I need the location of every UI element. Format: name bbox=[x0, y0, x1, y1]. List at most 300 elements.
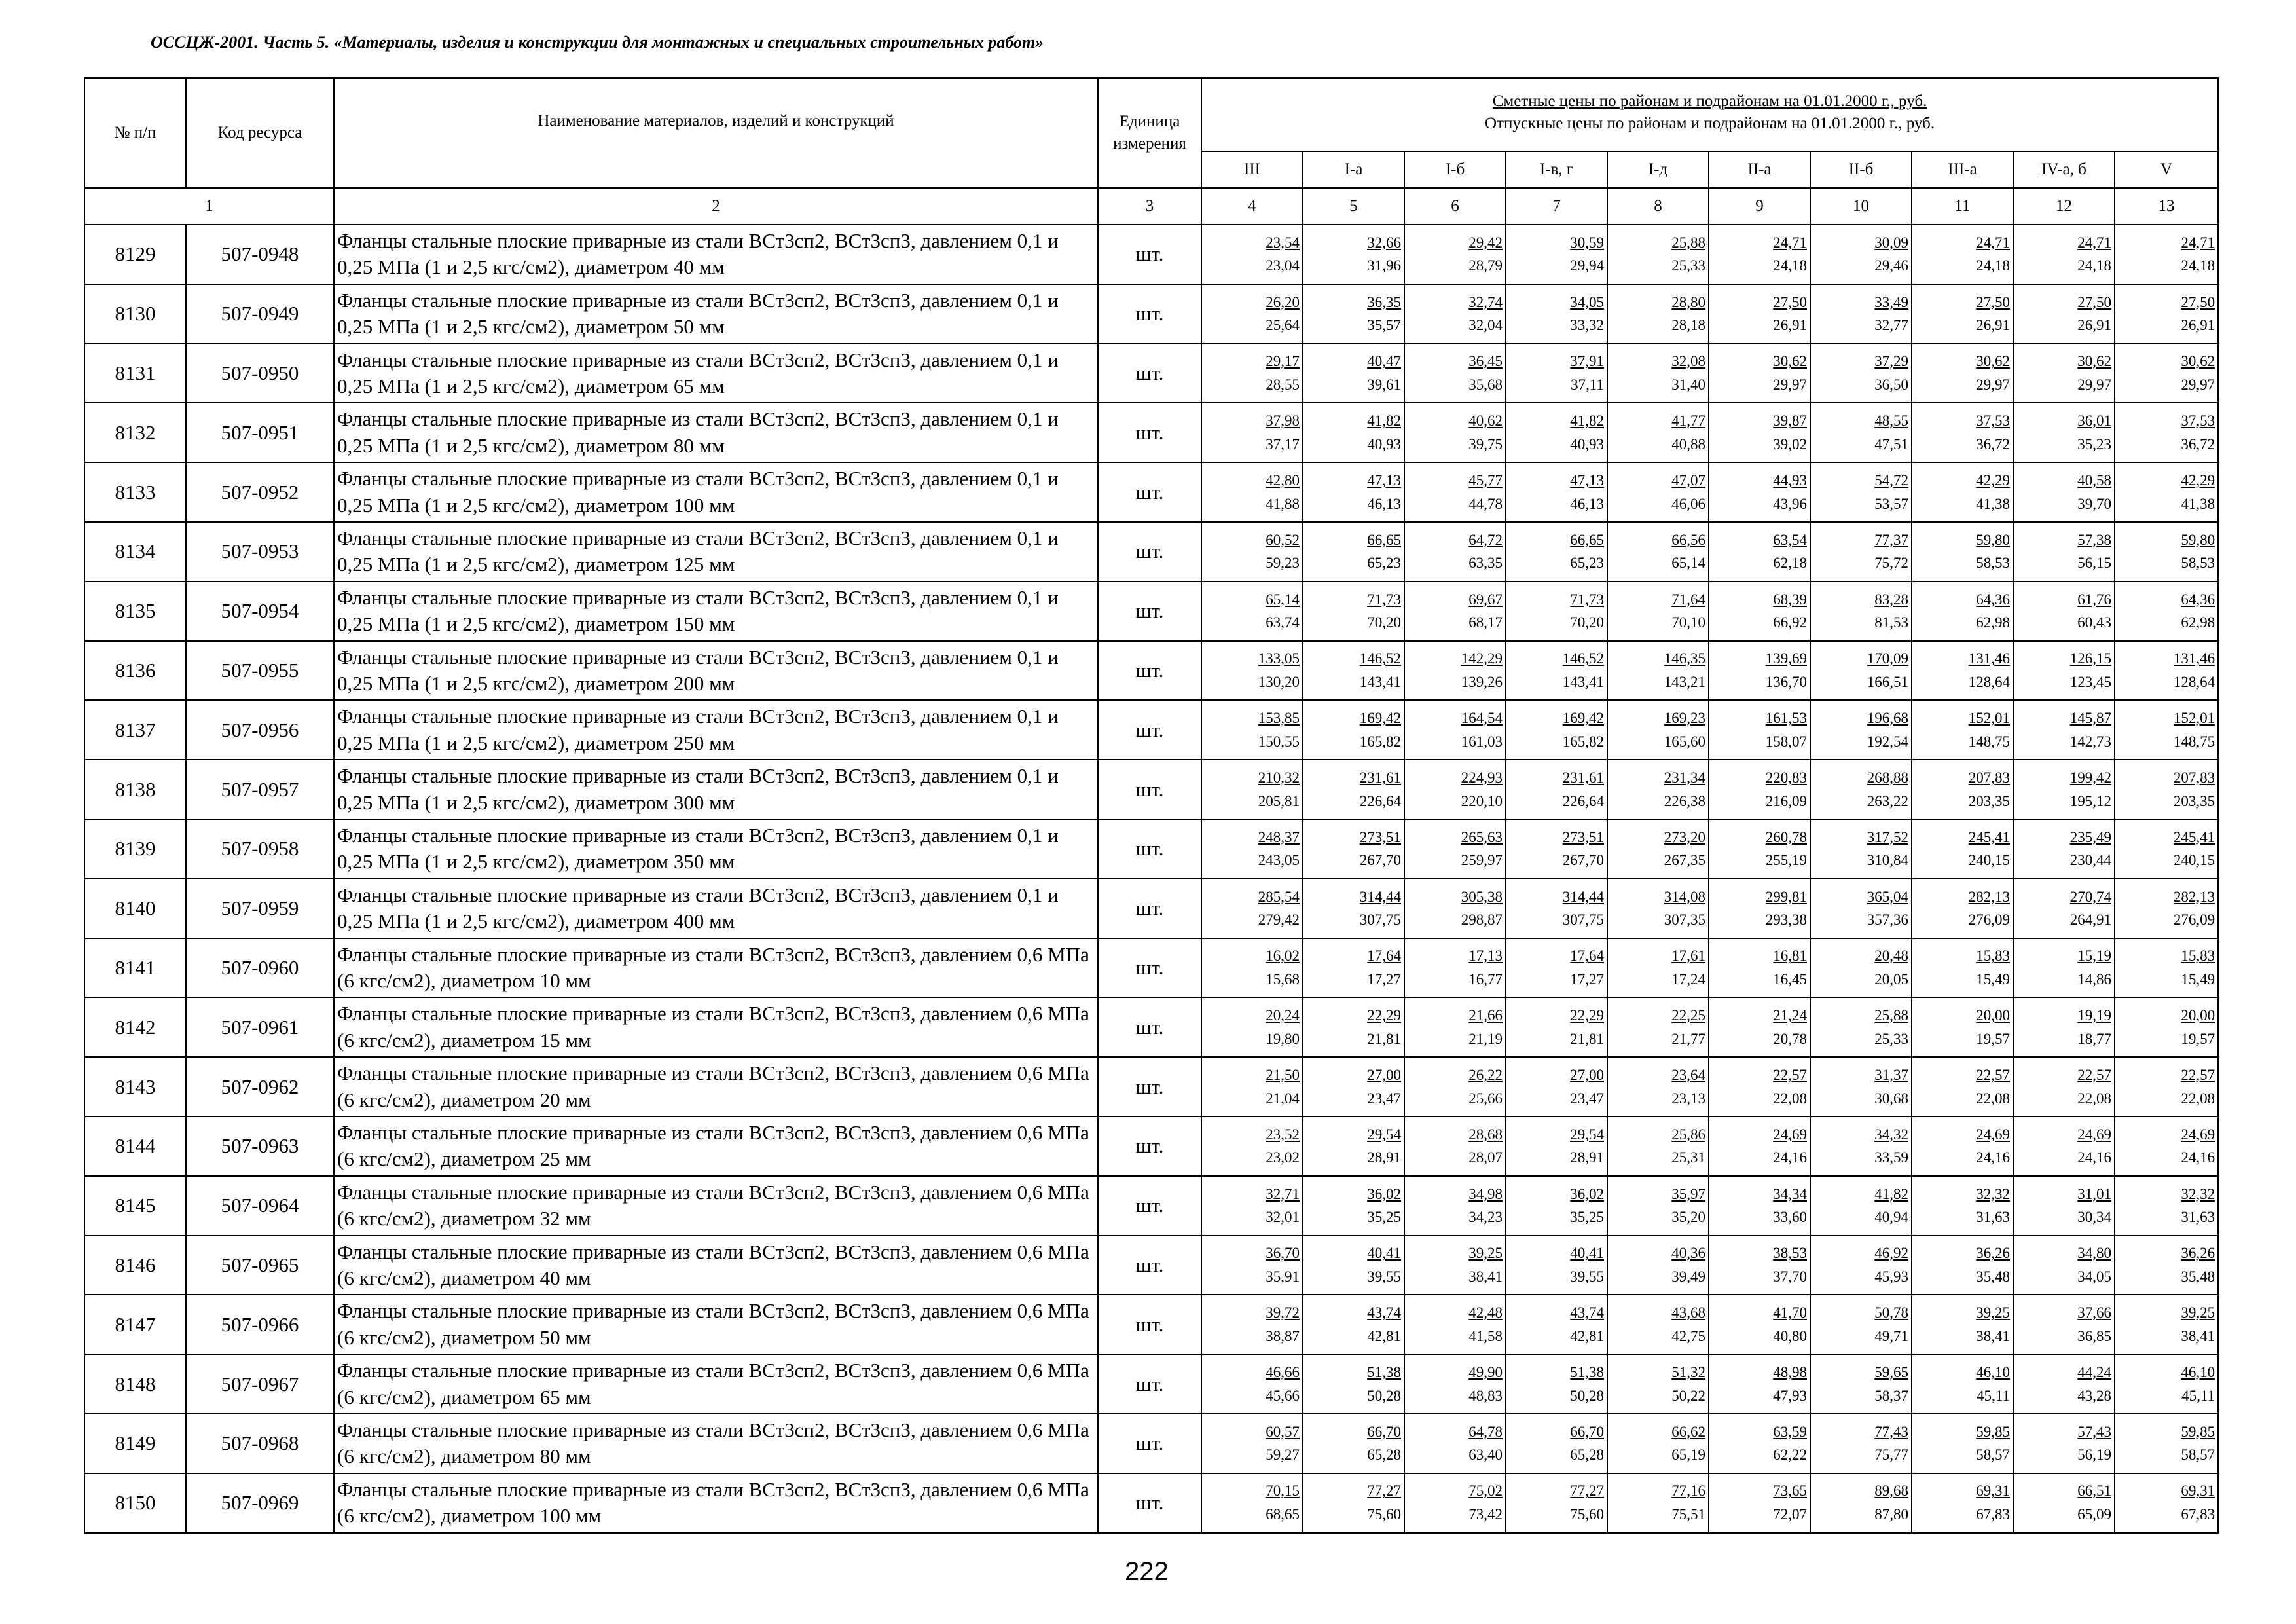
estimate-price: 57,43 bbox=[2077, 1423, 2111, 1440]
estimate-price: 26,20 bbox=[1266, 293, 1300, 310]
release-price: 148,75 bbox=[2173, 733, 2215, 750]
release-price: 46,13 bbox=[1367, 495, 1401, 512]
estimate-price: 39,25 bbox=[1468, 1245, 1503, 1262]
estimate-price: 48,98 bbox=[1773, 1363, 1807, 1380]
price-cell bbox=[1810, 1354, 1912, 1414]
unit-cell: шт. bbox=[1098, 1176, 1201, 1236]
estimate-price: 133,05 bbox=[1258, 650, 1300, 667]
resource-code: 507-0950 bbox=[186, 344, 334, 403]
material-name: Фланцы стальные плоские приварные из стали ВСт3сп2, ВСт3сп3, давлением 0,1 и 0,25 МПа (1 и 2,5 кгс/см2), диаметром 50 мм bbox=[334, 284, 1098, 344]
material-name: Фланцы стальные плоские приварные из стали ВСт3сп2, ВСт3сп3, давлением 0,6 МПа (6 кгс/см2), диаметром 15 мм bbox=[334, 997, 1098, 1057]
estimate-price: 24,69 bbox=[1976, 1126, 2010, 1143]
price-cell bbox=[1506, 522, 1607, 581]
resource-code: 507-0963 bbox=[186, 1116, 334, 1176]
estimate-price: 36,01 bbox=[2077, 413, 2111, 430]
release-price: 65,14 bbox=[1671, 555, 1705, 572]
price-cell bbox=[1404, 1176, 1506, 1236]
estimate-price: 30,09 bbox=[1874, 234, 1908, 251]
table-row bbox=[84, 1176, 2218, 1236]
price-cell bbox=[1506, 641, 1607, 701]
release-price: 44,78 bbox=[1468, 495, 1503, 512]
resource-code: 507-0949 bbox=[186, 284, 334, 344]
resource-code: 507-0962 bbox=[186, 1057, 334, 1116]
estimate-price: 26,22 bbox=[1468, 1066, 1503, 1083]
estimate-price: 63,59 bbox=[1773, 1423, 1807, 1440]
estimate-price: 139,69 bbox=[1765, 650, 1807, 667]
price-cell bbox=[1201, 403, 1303, 462]
release-price: 45,11 bbox=[2181, 1387, 2215, 1404]
estimate-price: 39,25 bbox=[1976, 1304, 2010, 1321]
price-cell bbox=[1607, 997, 1709, 1057]
release-price: 216,09 bbox=[1765, 792, 1807, 809]
price-cell bbox=[2013, 819, 2115, 879]
estimate-price: 37,53 bbox=[1976, 413, 2010, 430]
estimate-price: 164,54 bbox=[1461, 710, 1503, 727]
estimate-price: 207,83 bbox=[2173, 769, 2215, 786]
price-cell bbox=[2013, 997, 2115, 1057]
estimate-price: 43,68 bbox=[1671, 1304, 1705, 1321]
column-number: 7 bbox=[1506, 188, 1607, 225]
price-cell bbox=[2013, 1176, 2115, 1236]
unit-cell: шт. bbox=[1098, 1295, 1201, 1354]
estimate-price: 210,32 bbox=[1258, 769, 1300, 786]
release-price: 39,61 bbox=[1367, 376, 1401, 393]
estimate-price: 142,29 bbox=[1461, 650, 1503, 667]
unit-cell: шт. bbox=[1098, 641, 1201, 701]
estimate-price: 270,74 bbox=[2069, 888, 2111, 905]
estimate-price: 37,53 bbox=[2181, 413, 2215, 430]
price-cell bbox=[1912, 879, 2013, 938]
header-name: Наименование материалов, изделий и конструкций bbox=[334, 78, 1098, 188]
estimate-price: 169,42 bbox=[1562, 710, 1604, 727]
release-price: 165,82 bbox=[1562, 733, 1604, 750]
estimate-price: 146,52 bbox=[1359, 650, 1401, 667]
price-cell bbox=[1404, 879, 1506, 938]
price-cell bbox=[1607, 1473, 1709, 1533]
release-price: 75,51 bbox=[1671, 1506, 1705, 1523]
price-cell bbox=[1607, 819, 1709, 879]
estimate-price: 17,61 bbox=[1671, 948, 1705, 965]
release-price: 36,50 bbox=[1874, 376, 1908, 393]
price-cell bbox=[2013, 284, 2115, 344]
release-price: 279,42 bbox=[1258, 912, 1300, 929]
estimate-price: 30,59 bbox=[1570, 234, 1604, 251]
release-price: 40,94 bbox=[1874, 1209, 1908, 1226]
price-cell bbox=[1607, 1295, 1709, 1354]
material-name: Фланцы стальные плоские приварные из стали ВСт3сп2, ВСт3сп3, давлением 0,1 и 0,25 МПа (1 и 2,5 кгс/см2), диаметром 40 мм bbox=[334, 225, 1098, 284]
release-price: 48,83 bbox=[1468, 1387, 1503, 1404]
release-price: 58,53 bbox=[2181, 555, 2215, 572]
price-cell bbox=[1810, 462, 1912, 522]
estimate-price: 54,72 bbox=[1874, 471, 1908, 489]
page-header: ОССЦЖ-2001. Часть 5. «Материалы, изделия и конструкции для монтажных и специальных строительных работ» bbox=[151, 33, 1044, 52]
release-price: 43,96 bbox=[1773, 495, 1807, 512]
price-cell bbox=[2013, 1057, 2115, 1116]
release-price: 33,59 bbox=[1874, 1149, 1908, 1166]
estimate-price: 126,15 bbox=[2069, 650, 2111, 667]
material-name: Фланцы стальные плоские приварные из стали ВСт3сп2, ВСт3сп3, давлением 0,1 и 0,25 МПа (1 и 2,5 кгс/см2), диаметром 65 мм bbox=[334, 344, 1098, 403]
release-price: 226,38 bbox=[1664, 792, 1705, 809]
release-price: 26,91 bbox=[2181, 317, 2215, 334]
estimate-price: 59,80 bbox=[2181, 531, 2215, 548]
price-cell bbox=[1506, 1176, 1607, 1236]
release-price: 34,23 bbox=[1468, 1209, 1503, 1226]
release-price: 22,08 bbox=[1976, 1090, 2010, 1107]
estimate-price: 282,13 bbox=[2173, 888, 2215, 905]
estimate-price: 47,13 bbox=[1367, 471, 1401, 489]
release-price: 37,17 bbox=[1266, 435, 1300, 452]
release-price: 143,21 bbox=[1664, 673, 1705, 690]
release-price: 29,46 bbox=[1874, 257, 1908, 274]
material-name: Фланцы стальные плоские приварные из стали ВСт3сп2, ВСт3сп3, давлением 0,1 и 0,25 МПа (1 и 2,5 кгс/см2), диаметром 100 мм bbox=[334, 462, 1098, 522]
release-price: 67,83 bbox=[2181, 1506, 2215, 1523]
price-cell bbox=[1303, 462, 1404, 522]
estimate-price: 49,90 bbox=[1468, 1363, 1503, 1380]
release-price: 75,72 bbox=[1874, 555, 1908, 572]
price-cell bbox=[1506, 581, 1607, 641]
release-price: 15,49 bbox=[1976, 970, 2010, 987]
release-price: 195,12 bbox=[2069, 792, 2111, 809]
estimate-price: 63,54 bbox=[1773, 531, 1807, 548]
release-price: 67,83 bbox=[1976, 1506, 2010, 1523]
material-name: Фланцы стальные плоские приварные из стали ВСт3сп2, ВСт3сп3, давлением 0,1 и 0,25 МПа (1 и 2,5 кгс/см2), диаметром 200 мм bbox=[334, 641, 1098, 701]
estimate-price: 170,09 bbox=[1867, 650, 1908, 667]
release-price: 35,23 bbox=[2077, 435, 2111, 452]
price-cell bbox=[1506, 1295, 1607, 1354]
release-price: 23,47 bbox=[1570, 1090, 1604, 1107]
price-cell bbox=[1201, 225, 1303, 284]
estimate-price: 51,38 bbox=[1570, 1363, 1604, 1380]
release-price: 75,60 bbox=[1367, 1506, 1401, 1523]
price-cell bbox=[1303, 641, 1404, 701]
estimate-price: 31,37 bbox=[1874, 1066, 1908, 1083]
price-cell bbox=[2013, 1116, 2115, 1176]
price-cell bbox=[2115, 760, 2218, 819]
release-price: 65,19 bbox=[1671, 1447, 1705, 1464]
price-cell bbox=[1912, 938, 2013, 998]
price-cell bbox=[2115, 403, 2218, 462]
release-price: 24,16 bbox=[2077, 1149, 2111, 1166]
estimate-price: 66,56 bbox=[1671, 531, 1705, 548]
estimate-price: 24,69 bbox=[1773, 1126, 1807, 1143]
estimate-price: 66,65 bbox=[1367, 531, 1401, 548]
estimate-price: 51,32 bbox=[1671, 1363, 1705, 1380]
resource-code: 507-0955 bbox=[186, 641, 334, 701]
estimate-price: 51,38 bbox=[1367, 1363, 1401, 1380]
estimate-price: 31,01 bbox=[2077, 1185, 2111, 1202]
price-cell bbox=[1506, 760, 1607, 819]
estimate-price: 36,35 bbox=[1367, 293, 1401, 310]
price-cell bbox=[1201, 522, 1303, 581]
price-cell bbox=[1506, 462, 1607, 522]
estimate-price: 32,32 bbox=[2181, 1185, 2215, 1202]
estimate-price: 28,80 bbox=[1671, 293, 1705, 310]
release-price: 65,23 bbox=[1367, 555, 1401, 572]
price-cell bbox=[1201, 700, 1303, 760]
release-price: 28,55 bbox=[1266, 376, 1300, 393]
release-price: 28,91 bbox=[1367, 1149, 1401, 1166]
estimate-price: 39,87 bbox=[1773, 413, 1807, 430]
estimate-price: 27,50 bbox=[2077, 293, 2111, 310]
table-row bbox=[84, 403, 2218, 462]
release-price: 22,08 bbox=[2077, 1090, 2111, 1107]
region-header: II-а bbox=[1709, 151, 1810, 188]
release-price: 26,91 bbox=[1976, 317, 2010, 334]
estimate-price: 27,00 bbox=[1570, 1066, 1604, 1083]
release-price: 23,13 bbox=[1671, 1090, 1705, 1107]
material-name: Фланцы стальные плоские приварные из стали ВСт3сп2, ВСт3сп3, давлением 0,6 МПа (6 кгс/см2), диаметром 40 мм bbox=[334, 1236, 1098, 1295]
release-price: 40,80 bbox=[1773, 1327, 1807, 1344]
release-price: 40,93 bbox=[1367, 435, 1401, 452]
estimate-price: 146,52 bbox=[1562, 650, 1604, 667]
release-price: 30,34 bbox=[2077, 1209, 2111, 1226]
price-cell bbox=[1506, 1354, 1607, 1414]
estimate-price: 89,68 bbox=[1874, 1483, 1908, 1500]
column-number: 4 bbox=[1201, 188, 1303, 225]
estimate-price: 161,53 bbox=[1765, 710, 1807, 727]
price-cell bbox=[1607, 1354, 1709, 1414]
release-price: 310,84 bbox=[1867, 852, 1908, 869]
material-name: Фланцы стальные плоские приварные из стали ВСт3сп2, ВСт3сп3, давлением 0,1 и 0,25 МПа (1 и 2,5 кгс/см2), диаметром 300 мм bbox=[334, 760, 1098, 819]
price-cell bbox=[1709, 522, 1810, 581]
release-price: 41,38 bbox=[2181, 495, 2215, 512]
price-cell bbox=[1912, 284, 2013, 344]
estimate-price: 153,85 bbox=[1258, 710, 1300, 727]
estimate-price: 40,41 bbox=[1367, 1245, 1401, 1262]
price-cell bbox=[1810, 344, 1912, 403]
release-price: 19,57 bbox=[1976, 1030, 2010, 1047]
price-cell bbox=[1404, 997, 1506, 1057]
price-cell bbox=[1912, 225, 2013, 284]
release-price: 307,75 bbox=[1359, 912, 1401, 929]
price-cell bbox=[1506, 819, 1607, 879]
estimate-price: 29,17 bbox=[1266, 353, 1300, 370]
price-cell bbox=[1201, 1236, 1303, 1295]
release-price: 63,74 bbox=[1266, 614, 1300, 631]
release-price: 259,97 bbox=[1461, 852, 1503, 869]
estimate-price: 314,08 bbox=[1664, 888, 1705, 905]
unit-cell: шт. bbox=[1098, 1414, 1201, 1473]
table-row bbox=[84, 819, 2218, 879]
resource-code: 507-0958 bbox=[186, 819, 334, 879]
price-cell bbox=[1404, 522, 1506, 581]
release-price: 25,66 bbox=[1468, 1090, 1503, 1107]
release-price: 58,37 bbox=[1874, 1387, 1908, 1404]
estimate-price: 273,51 bbox=[1562, 828, 1604, 845]
price-cell bbox=[1709, 1116, 1810, 1176]
price-cell bbox=[1709, 284, 1810, 344]
release-price: 148,75 bbox=[1968, 733, 2010, 750]
estimate-price: 24,71 bbox=[2077, 234, 2111, 251]
release-price: 25,64 bbox=[1266, 317, 1300, 334]
release-price: 41,88 bbox=[1266, 495, 1300, 512]
estimate-price: 260,78 bbox=[1765, 828, 1807, 845]
release-price: 34,05 bbox=[2077, 1268, 2111, 1285]
release-price: 39,49 bbox=[1671, 1268, 1705, 1285]
resource-code: 507-0968 bbox=[186, 1414, 334, 1473]
release-price: 28,07 bbox=[1468, 1149, 1503, 1166]
price-cell bbox=[1303, 997, 1404, 1057]
release-price: 298,87 bbox=[1461, 912, 1503, 929]
estimate-price: 22,57 bbox=[2077, 1066, 2111, 1083]
price-cell bbox=[2115, 1354, 2218, 1414]
column-number: 9 bbox=[1709, 188, 1810, 225]
release-price: 47,51 bbox=[1874, 435, 1908, 452]
price-cell bbox=[2115, 225, 2218, 284]
row-index: 8129 bbox=[84, 225, 186, 284]
release-price: 37,11 bbox=[1571, 376, 1604, 393]
row-index: 8132 bbox=[84, 403, 186, 462]
header-prices bbox=[1201, 78, 2218, 151]
release-price: 23,02 bbox=[1266, 1149, 1300, 1166]
release-price: 166,51 bbox=[1867, 673, 1908, 690]
estimate-price: 365,04 bbox=[1867, 888, 1908, 905]
release-price: 14,86 bbox=[2077, 970, 2111, 987]
estimate-price: 45,77 bbox=[1468, 471, 1503, 489]
release-price: 42,81 bbox=[1570, 1327, 1604, 1344]
estimate-price: 15,83 bbox=[1976, 948, 2010, 965]
estimate-price: 22,57 bbox=[1976, 1066, 2010, 1083]
estimate-price: 282,13 bbox=[1968, 888, 2010, 905]
price-cell bbox=[2115, 1116, 2218, 1176]
row-index: 8134 bbox=[84, 522, 186, 581]
material-name: Фланцы стальные плоские приварные из стали ВСт3сп2, ВСт3сп3, давлением 0,6 МПа (6 кгс/см2), диаметром 25 мм bbox=[334, 1116, 1098, 1176]
price-cell bbox=[1303, 938, 1404, 998]
price-cell bbox=[1607, 1236, 1709, 1295]
release-price: 23,04 bbox=[1266, 257, 1300, 274]
release-price: 158,07 bbox=[1765, 733, 1807, 750]
release-price: 267,70 bbox=[1562, 852, 1604, 869]
price-cell bbox=[1201, 879, 1303, 938]
price-cell bbox=[1404, 760, 1506, 819]
material-name: Фланцы стальные плоские приварные из стали ВСт3сп2, ВСт3сп3, давлением 0,1 и 0,25 МПа (1 и 2,5 кгс/см2), диаметром 150 мм bbox=[334, 581, 1098, 641]
release-price: 36,72 bbox=[1976, 435, 2010, 452]
estimate-price: 29,42 bbox=[1468, 234, 1503, 251]
price-cell bbox=[1506, 225, 1607, 284]
column-number: 13 bbox=[2115, 188, 2218, 225]
release-price: 35,25 bbox=[1570, 1209, 1604, 1226]
header-code: Код ресурса bbox=[186, 78, 334, 188]
release-price: 60,43 bbox=[2077, 614, 2111, 631]
price-cell bbox=[1607, 760, 1709, 819]
release-price: 35,57 bbox=[1367, 317, 1401, 334]
release-price: 40,88 bbox=[1671, 435, 1705, 452]
price-cell bbox=[1201, 1354, 1303, 1414]
release-price: 165,82 bbox=[1359, 733, 1401, 750]
price-cell bbox=[1201, 462, 1303, 522]
release-price: 58,57 bbox=[2181, 1447, 2215, 1464]
estimate-price: 24,69 bbox=[2181, 1126, 2215, 1143]
release-price: 45,11 bbox=[1977, 1387, 2010, 1404]
estimate-price: 77,43 bbox=[1874, 1423, 1908, 1440]
estimate-price: 59,85 bbox=[1976, 1423, 2010, 1440]
release-price: 192,54 bbox=[1867, 733, 1908, 750]
price-cell bbox=[1607, 522, 1709, 581]
price-cell bbox=[2115, 879, 2218, 938]
release-price: 264,91 bbox=[2069, 912, 2111, 929]
estimate-price: 30,62 bbox=[1976, 353, 2010, 370]
estimate-price: 25,86 bbox=[1671, 1126, 1705, 1143]
release-price: 59,23 bbox=[1266, 555, 1300, 572]
price-cell bbox=[2013, 700, 2115, 760]
price-cell bbox=[2013, 760, 2115, 819]
estimate-price: 30,62 bbox=[2077, 353, 2111, 370]
price-cell bbox=[1810, 1295, 1912, 1354]
release-price: 16,45 bbox=[1773, 970, 1807, 987]
estimate-price: 27,50 bbox=[1976, 293, 2010, 310]
release-price: 41,38 bbox=[1976, 495, 2010, 512]
price-cell bbox=[1912, 344, 2013, 403]
release-price: 19,80 bbox=[1266, 1030, 1300, 1047]
price-cell bbox=[1709, 819, 1810, 879]
price-cell bbox=[1912, 1295, 2013, 1354]
estimate-price: 40,62 bbox=[1468, 413, 1503, 430]
unit-cell: шт. bbox=[1098, 879, 1201, 938]
release-price: 24,18 bbox=[1976, 257, 2010, 274]
header-index: № п/п bbox=[84, 78, 186, 188]
estimate-price: 36,70 bbox=[1266, 1245, 1300, 1262]
material-name: Фланцы стальные плоские приварные из стали ВСт3сп2, ВСт3сп3, давлением 0,6 МПа (6 кгс/см2), диаметром 80 мм bbox=[334, 1414, 1098, 1473]
release-price: 38,41 bbox=[1468, 1268, 1503, 1285]
price-cell bbox=[1709, 581, 1810, 641]
estimate-price: 15,19 bbox=[2077, 948, 2111, 965]
estimate-price: 41,70 bbox=[1773, 1304, 1807, 1321]
estimate-price: 20,00 bbox=[1976, 1007, 2010, 1024]
estimate-price: 23,52 bbox=[1266, 1126, 1300, 1143]
price-cell bbox=[1912, 1354, 2013, 1414]
estimate-price: 46,92 bbox=[1874, 1245, 1908, 1262]
estimate-price: 20,00 bbox=[2181, 1007, 2215, 1024]
price-cell bbox=[1607, 700, 1709, 760]
release-price: 21,81 bbox=[1570, 1030, 1604, 1047]
estimate-price: 57,38 bbox=[2077, 531, 2111, 548]
estimate-price: 69,31 bbox=[1976, 1483, 2010, 1500]
region-header: III bbox=[1201, 151, 1303, 188]
unit-cell: шт. bbox=[1098, 760, 1201, 819]
table-row bbox=[84, 1236, 2218, 1295]
release-price: 205,81 bbox=[1258, 792, 1300, 809]
estimate-price: 169,42 bbox=[1359, 710, 1401, 727]
estimate-price: 24,71 bbox=[1976, 234, 2010, 251]
price-cell bbox=[1303, 1176, 1404, 1236]
release-price: 276,09 bbox=[1968, 912, 2010, 929]
estimate-price: 32,32 bbox=[1976, 1185, 2010, 1202]
estimate-price: 36,45 bbox=[1468, 353, 1503, 370]
estimate-price: 36,26 bbox=[1976, 1245, 2010, 1262]
estimate-price: 245,41 bbox=[1968, 828, 2010, 845]
table-row bbox=[84, 522, 2218, 581]
estimate-price: 314,44 bbox=[1562, 888, 1604, 905]
release-price: 29,97 bbox=[1773, 376, 1807, 393]
estimate-price: 66,51 bbox=[2077, 1483, 2111, 1500]
release-price: 72,07 bbox=[1773, 1506, 1807, 1523]
release-price: 75,60 bbox=[1570, 1506, 1604, 1523]
price-cell bbox=[1201, 997, 1303, 1057]
material-name: Фланцы стальные плоские приварные из стали ВСт3сп2, ВСт3сп3, давлением 0,1 и 0,25 МПа (1 и 2,5 кгс/см2), диаметром 400 мм bbox=[334, 879, 1098, 938]
estimate-price: 27,00 bbox=[1367, 1066, 1401, 1083]
table-row bbox=[84, 1295, 2218, 1354]
header-prices-release: Отпускные цены по районам и подрайонам на 01.01.2000 г., руб. bbox=[1484, 115, 1935, 132]
table-row bbox=[84, 700, 2218, 760]
release-price: 32,04 bbox=[1468, 317, 1503, 334]
unit-cell: шт. bbox=[1098, 1473, 1201, 1533]
price-cell bbox=[1709, 403, 1810, 462]
estimate-price: 69,67 bbox=[1468, 591, 1503, 608]
row-index: 8150 bbox=[84, 1473, 186, 1533]
row-index: 8148 bbox=[84, 1354, 186, 1414]
estimate-price: 64,36 bbox=[1976, 591, 2010, 608]
price-cell bbox=[2013, 344, 2115, 403]
